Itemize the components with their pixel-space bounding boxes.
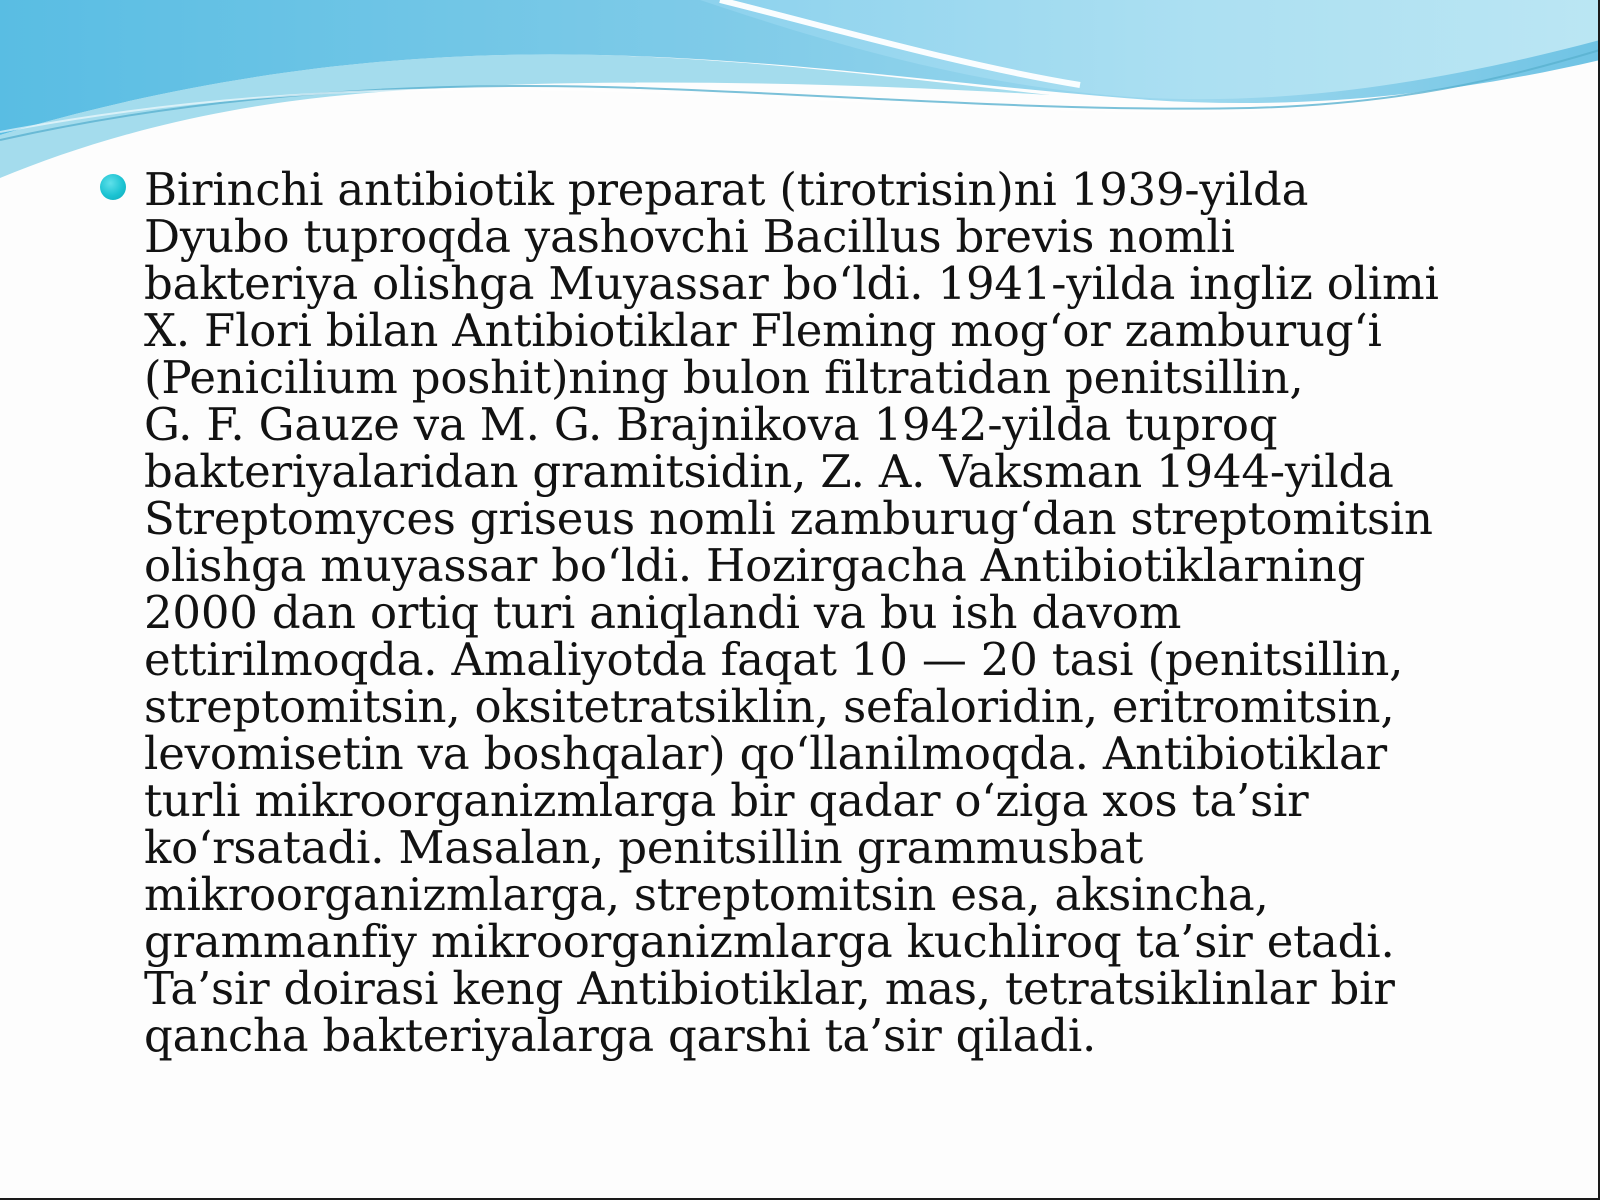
- text-line: olishga muyassar bo‘ldi. Hozirgacha Antibiotiklarning: [144, 539, 1366, 592]
- slide-content: [98, 163, 1538, 1062]
- text-line: grammanfiy mikroorganizmlarga kuchliroq ta’sir etadi.: [144, 915, 1395, 968]
- text-line: mikroorganizmlarga, streptomitsin esa, aksincha,: [144, 868, 1269, 921]
- text-line: Streptomyces griseus nomli zamburug‘dan streptomitsin: [144, 492, 1433, 545]
- header-wave-decoration: [0, 0, 1600, 190]
- bullet-item: [98, 163, 1538, 1062]
- text-line: qancha bakteriyalarga qarshi ta’sir qiladi.: [144, 1009, 1097, 1062]
- text-line: streptomitsin, oksitetratsiklin, sefaloridin, eritromitsin,: [144, 680, 1395, 733]
- text-line: 2000 dan ortiq turi aniqlandi va bu ish davom: [144, 586, 1182, 639]
- text-line: Birinchi antibiotik preparat (tirotrisin)ni 1939-yilda: [144, 163, 1309, 216]
- text-line: ettirilmoqda. Amaliyotda faqat 10 — 20 tasi (penitsillin,: [144, 633, 1404, 686]
- text-line: G. F. Gauze va M. G. Brajnikova 1942-yilda tuproq: [144, 398, 1278, 451]
- bullet-dot-icon: [100, 174, 126, 200]
- text-line: bakteriya olishga Muyassar bo‘ldi. 1941-yilda ingliz olimi: [144, 257, 1439, 310]
- text-line: bakteriyalaridan gramitsidin, Z. A. Vaksman 1944-yilda: [144, 445, 1394, 498]
- text-line: turli mikroorganizmlarga bir qadar o‘ziga xos ta’sir: [144, 774, 1309, 827]
- text-line: (Penicilium poshit)ning bulon filtratidan penitsillin,: [144, 351, 1304, 404]
- text-line: Ta’sir doirasi keng Antibiotiklar, mas, tetratsiklinlar bir: [144, 962, 1395, 1015]
- text-line: ko‘rsatadi. Masalan, penitsillin grammusbat: [144, 821, 1143, 874]
- text-line: Dyubo tuproqda yashovchi Bacillus brevis nomli: [144, 210, 1235, 263]
- bullet-text: [144, 163, 1538, 1062]
- text-line: levomisetin va boshqalar) qo‘llanilmoqda. Antibiotiklar: [144, 727, 1387, 780]
- text-line: X. Flori bilan Antibiotiklar Fleming mog‘or zamburug‘i: [144, 304, 1382, 357]
